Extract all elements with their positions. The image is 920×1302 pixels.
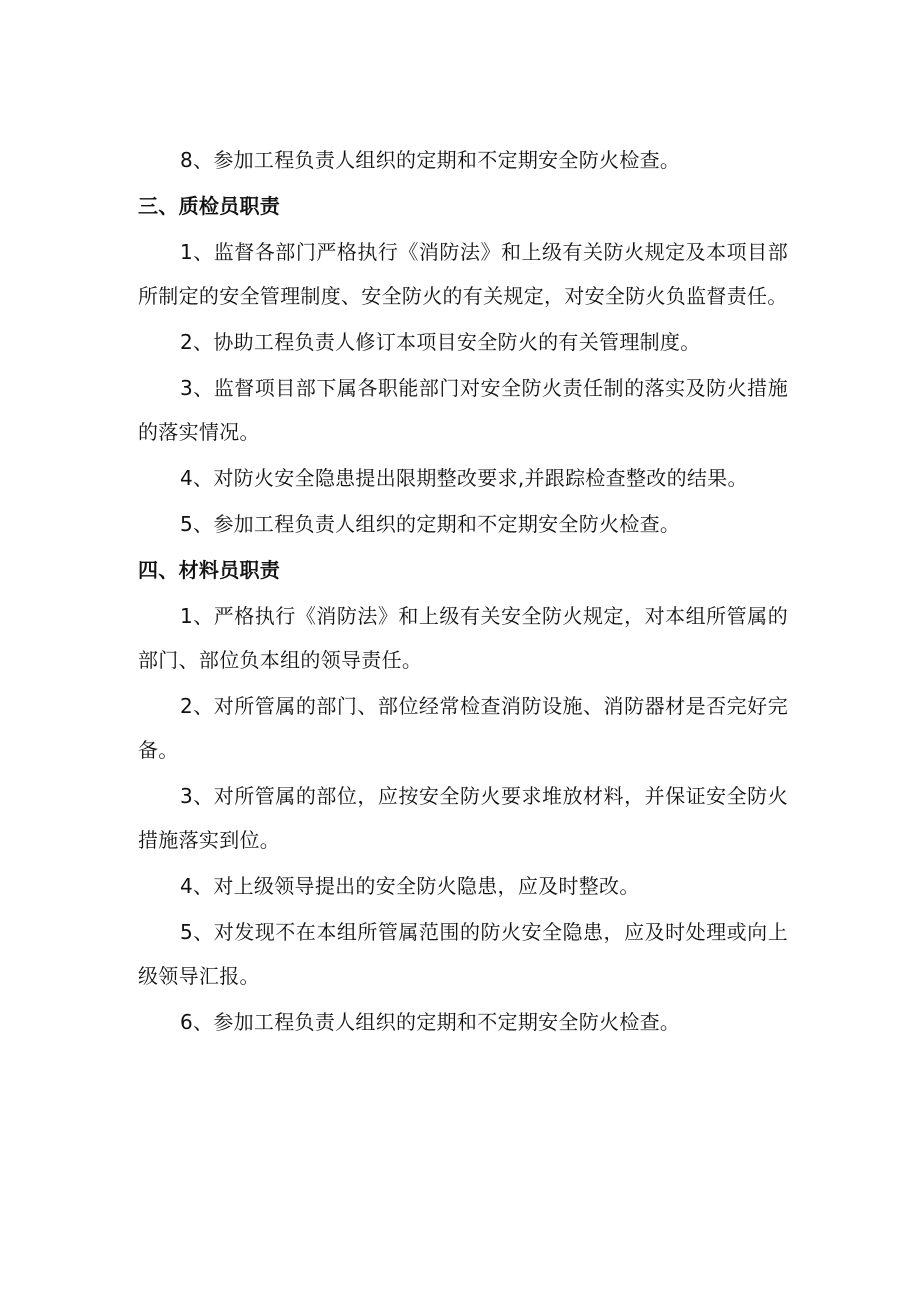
- paragraph-item: 2、对所管属的部门、部位经常检查消防设施、消防器材是否完好完备。: [138, 694, 788, 762]
- paragraph-item: 1、严格执行《消防法》和上级有关安全防火规定，对本组所管属的部门、部位负本组的领导责任。: [138, 604, 788, 672]
- section-heading-quality-inspector: 三、质检员职责: [138, 194, 281, 218]
- document-body: [138, 138, 788, 1046]
- section-heading-materials-officer: 四、材料员职责: [138, 558, 281, 582]
- paragraph-item: 5、对发现不在本组所管属范围的防火安全隐患，应及时处理或向上级领导汇报。: [138, 920, 788, 988]
- paragraph-item: 3、对所管属的部位，应按安全防火要求堆放材料，并保证安全防火措施落实到位。: [138, 784, 788, 852]
- paragraph-item: 1、监督各部门严格执行《消防法》和上级有关防火规定及本项目部所制定的安全管理制度、安全防火的有关规定，对安全防火负监督责任。: [138, 240, 788, 308]
- paragraph-item: 4、对防火安全隐患提出限期整改要求,并跟踪检查整改的结果。: [180, 466, 748, 490]
- paragraph-item: 2、协助工程负责人修订本项目安全防火的有关管理制度。: [180, 330, 701, 354]
- paragraph-item: 3、监督项目部下属各职能部门对安全防火责任制的落实及防火措施的落实情况。: [138, 376, 788, 444]
- paragraph-item: 5、参加工程负责人组织的定期和不定期安全防火检查。: [180, 512, 681, 536]
- paragraph-item: 4、对上级领导提出的安全防火隐患，应及时整改。: [180, 874, 640, 898]
- paragraph-item-8: 8、参加工程负责人组织的定期和不定期安全防火检查。: [180, 148, 681, 172]
- paragraph-item: 6、参加工程负责人组织的定期和不定期安全防火检查。: [180, 1010, 681, 1034]
